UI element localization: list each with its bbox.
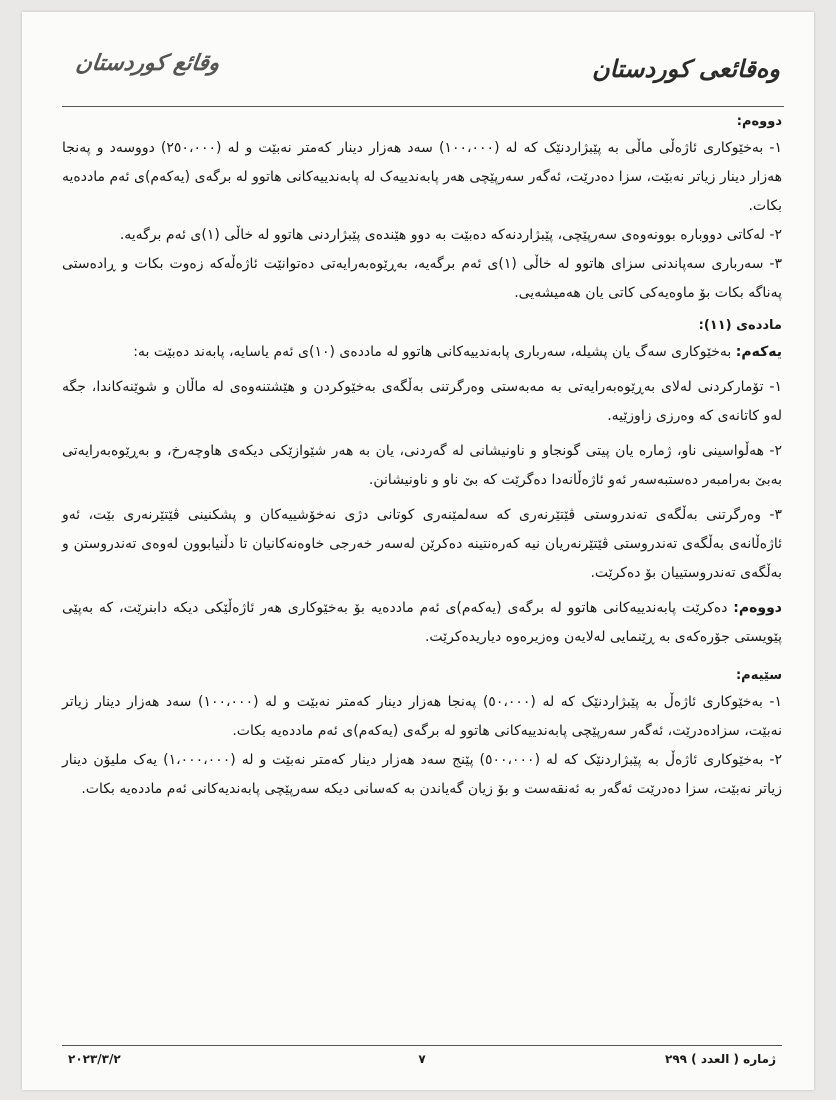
clause-11-1: ١- تۆمارکردنی لەلای بەڕێوەبەرایەتی بە مەبەستی وەرگرتنی بەڵگەی بەخێوکردن و هێشتنەوەی لە ماڵان و شوێنەکاندا، جگە لەو کاتانەی کە وەرزی زاوزێیە. [62,379,782,424]
clause-third-1: ١- بەخێوکاری ئاژەڵ بە پێبژاردنێک کە لە (٥٠،٠٠٠) پەنجا هەزار دینار کەمتر نەبێت و لە (١٠٠،٠٠٠) سەد هەزار دینار زیاتر نەبێت، سزادەدرێت، ئەگەر سەرپێچی پابەندییەکانی هاتوو لە برگەی (یەکەم)ی ئەم ماددەیە بکات. [62,694,783,739]
article-11-heading: ماددەی (١١): [698,318,782,333]
clause-11-2: ٢- هەڵواسینی ناو، ژمارە یان پیتی گونجاو و ناونیشانی لە گەردنی، یان بە هەر شێوازێکی دیکەی هاوچەرخ، و بەڕێوەبەرایەتی بەبێ بەرامبەر دەستبەسەر ئەو ئاژەڵانەدا دەگرێت کە بێ ناو و ناونیشانن. [62,443,782,488]
gazette-logo-arabic: وقائع كوردستان [74,50,222,76]
issue-date: ٢٠٢٣/٣/٢ [68,1052,121,1066]
first-label: یەکەم: [735,344,782,360]
second-text: دەکرێت پابەندییەکانی هاتوو لە برگەی (یەکەم)ی ئەم ماددەیە بۆ بەخێوکاری هەر ئاژەڵێکی دیکە دابنرێت، کە بەپێی پێویستی جۆرەکەی بە ڕێنمایی لەلایەن وەزیرەوە دیاریدەکرێت. [62,600,782,645]
issue-number: ژمارە ( العدد ) ٢٩٩ [665,1052,776,1066]
page-footer [62,1045,782,1076]
clause-11-3: ٣- وەرگرتنی بەڵگەی تەندروستی ڤێتێرنەری کە سەلمێنەری کوتانی دژی نەخۆشییەکان و پشکنینی ڤێتێرنەری بێت، ئەو ئاژەڵانەی بەڵگەی تەندروستی ڤێتێرنەریان نیە کەرەنتینە دەکرێن لەسەر خەرجی خاوەنەکانیان تا دڵنیابوون لەوەی تەندروستن و بەڵگەی تەندروستییان بۆ دەکرێت. [62,507,782,581]
clause-2-3: ٣- سەرباری سەپاندنی سزای هاتوو لە خاڵی (١)ی ئەم برگەیە، بەڕێوەبەرایەتی دەتوانێت ئاژەڵەکە زەوت بکات و ڕادەستی پەناگە بکات بۆ ماوەیەکی کاتی یان هەمیشەیی. [62,256,783,301]
first-text: بەخێوکاری سەگ یان پشیلە، سەرباری پابەندییەکانی هاتوو لە ماددەی (١٠)ی ئەم یاسایە، پابەند دەبێت بە: [133,344,736,360]
clause-2-1: ١- بەخێوکاری ئاژەڵی ماڵی بە پێبژاردنێک کە لە (١٠٠،٠٠٠) سەد هەزار دینار کەمتر نەبێت و لە (٢٥٠،٠٠٠) دووسەد و پەنجا هەزار دینار زیاتر نەبێت، سزا دەدرێت، ئەگەر سەرپێچی هەر پابەندییەک لە پابەندییەکانی هاتوو لە برگەی (یەکەم)ی ئەم ماددەیە بکات. [62,140,782,214]
second-label: دووەم: [733,600,782,616]
clause-2-2: ٢- لەکاتی دووبارە بوونەوەی سەرپێچی، پێبژاردنەکە دەبێت بە دوو هێندەی پێبژاردنی هاتوو لە خاڵی (١)ی ئەم برگەیە. [119,227,782,243]
article-11-first [62,338,782,367]
page-number: ٧ [418,1052,426,1066]
heading-second: دووەم: [736,114,782,129]
document-page [22,12,814,1090]
article-11-second [62,594,782,652]
heading-third: سێیەم: [735,668,782,683]
document-body [62,110,782,1040]
clause-third-2: ٢- بەخێوکاری ئاژەڵ بە پێبژاردنێک کە لە (٥٠٠،٠٠٠) پێنج سەد هەزار دینار کەمتر نەبێت و لە (١،٠٠٠،٠٠٠) یەک ملیۆن دینار زیاتر نەبێت، سزا دەدرێت ئەگەر بە ئەنقەست و بۆ زیان گەیاندن بە کەسانی دیکە سەرپێچی پابەندیەکانی ئەم ماددەیە بکات. [62,752,782,797]
gazette-logo-kurdish: وەقائعی کوردستان [592,54,780,83]
gazette-header [62,36,784,107]
